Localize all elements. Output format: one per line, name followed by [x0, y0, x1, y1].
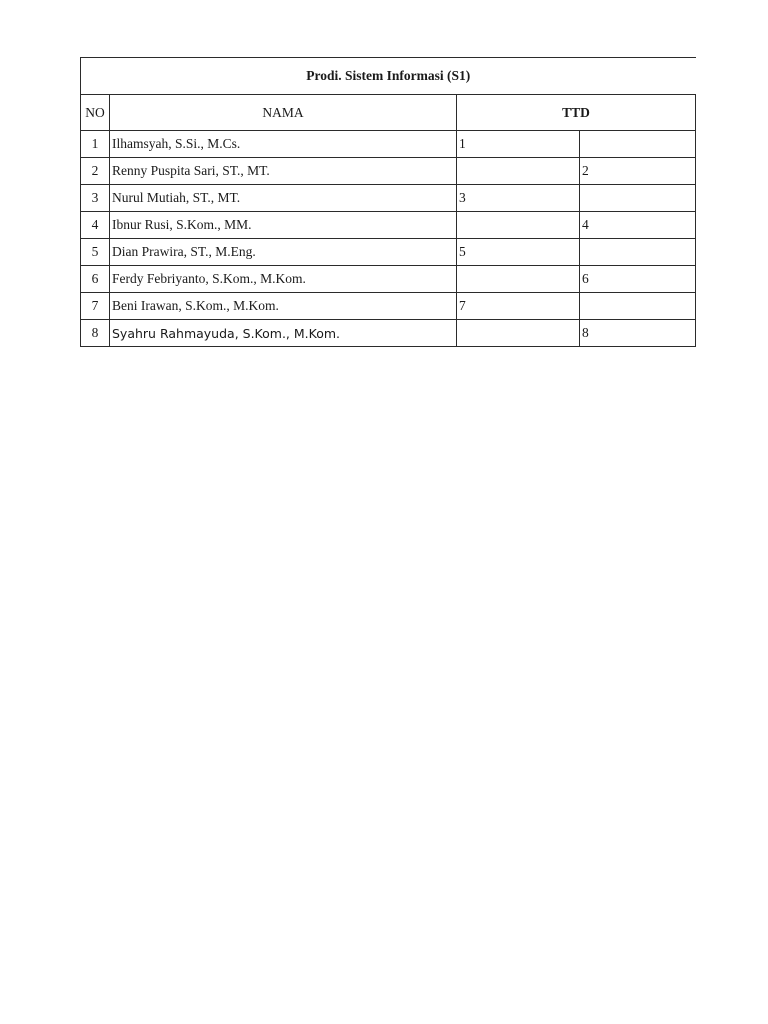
table-row	[81, 320, 696, 347]
header-nama: NAMA	[110, 95, 457, 131]
table-title: Prodi. Sistem Informasi (S1)	[81, 58, 696, 95]
row-number: 7	[81, 293, 110, 320]
table-row	[81, 158, 696, 185]
row-name: Nurul Mutiah, ST., MT.	[110, 185, 457, 212]
table-row	[81, 212, 696, 239]
table-row	[81, 131, 696, 158]
signature-cell-right[interactable]: 6	[580, 266, 696, 293]
signature-cell-left[interactable]	[457, 320, 580, 347]
signature-cell-left[interactable]: 7	[457, 293, 580, 320]
signature-cell-left[interactable]	[457, 266, 580, 293]
row-number: 6	[81, 266, 110, 293]
row-number: 8	[81, 320, 110, 347]
row-name: Renny Puspita Sari, ST., MT.	[110, 158, 457, 185]
signature-cell-right[interactable]	[580, 131, 696, 158]
signature-cell-left[interactable]: 5	[457, 239, 580, 266]
table-row	[81, 185, 696, 212]
row-name: Beni Irawan, S.Kom., M.Kom.	[110, 293, 457, 320]
header-ttd: TTD	[457, 95, 696, 131]
signature-cell-right[interactable]	[580, 239, 696, 266]
header-row	[81, 95, 696, 131]
signature-cell-left[interactable]: 1	[457, 131, 580, 158]
signature-cell-right[interactable]: 4	[580, 212, 696, 239]
signature-cell-left[interactable]: 3	[457, 185, 580, 212]
row-name: Dian Prawira, ST., M.Eng.	[110, 239, 457, 266]
signature-cell-left[interactable]	[457, 158, 580, 185]
row-number: 2	[81, 158, 110, 185]
row-number: 4	[81, 212, 110, 239]
row-number: 1	[81, 131, 110, 158]
table-row	[81, 293, 696, 320]
row-name: Syahru Rahmayuda, S.Kom., M.Kom.	[110, 320, 457, 347]
table-row	[81, 266, 696, 293]
signature-cell-left[interactable]	[457, 212, 580, 239]
header-no: NO	[81, 95, 110, 131]
row-number: 3	[81, 185, 110, 212]
signature-cell-right[interactable]: 2	[580, 158, 696, 185]
row-name: Ilhamsyah, S.Si., M.Cs.	[110, 131, 457, 158]
row-number: 5	[81, 239, 110, 266]
signature-cell-right[interactable]: 8	[580, 320, 696, 347]
row-name: Ibnur Rusi, S.Kom., MM.	[110, 212, 457, 239]
signature-cell-right[interactable]	[580, 293, 696, 320]
signature-table	[80, 57, 696, 347]
table-row	[81, 239, 696, 266]
row-name: Ferdy Febriyanto, S.Kom., M.Kom.	[110, 266, 457, 293]
signature-cell-right[interactable]	[580, 185, 696, 212]
title-row	[81, 58, 696, 95]
